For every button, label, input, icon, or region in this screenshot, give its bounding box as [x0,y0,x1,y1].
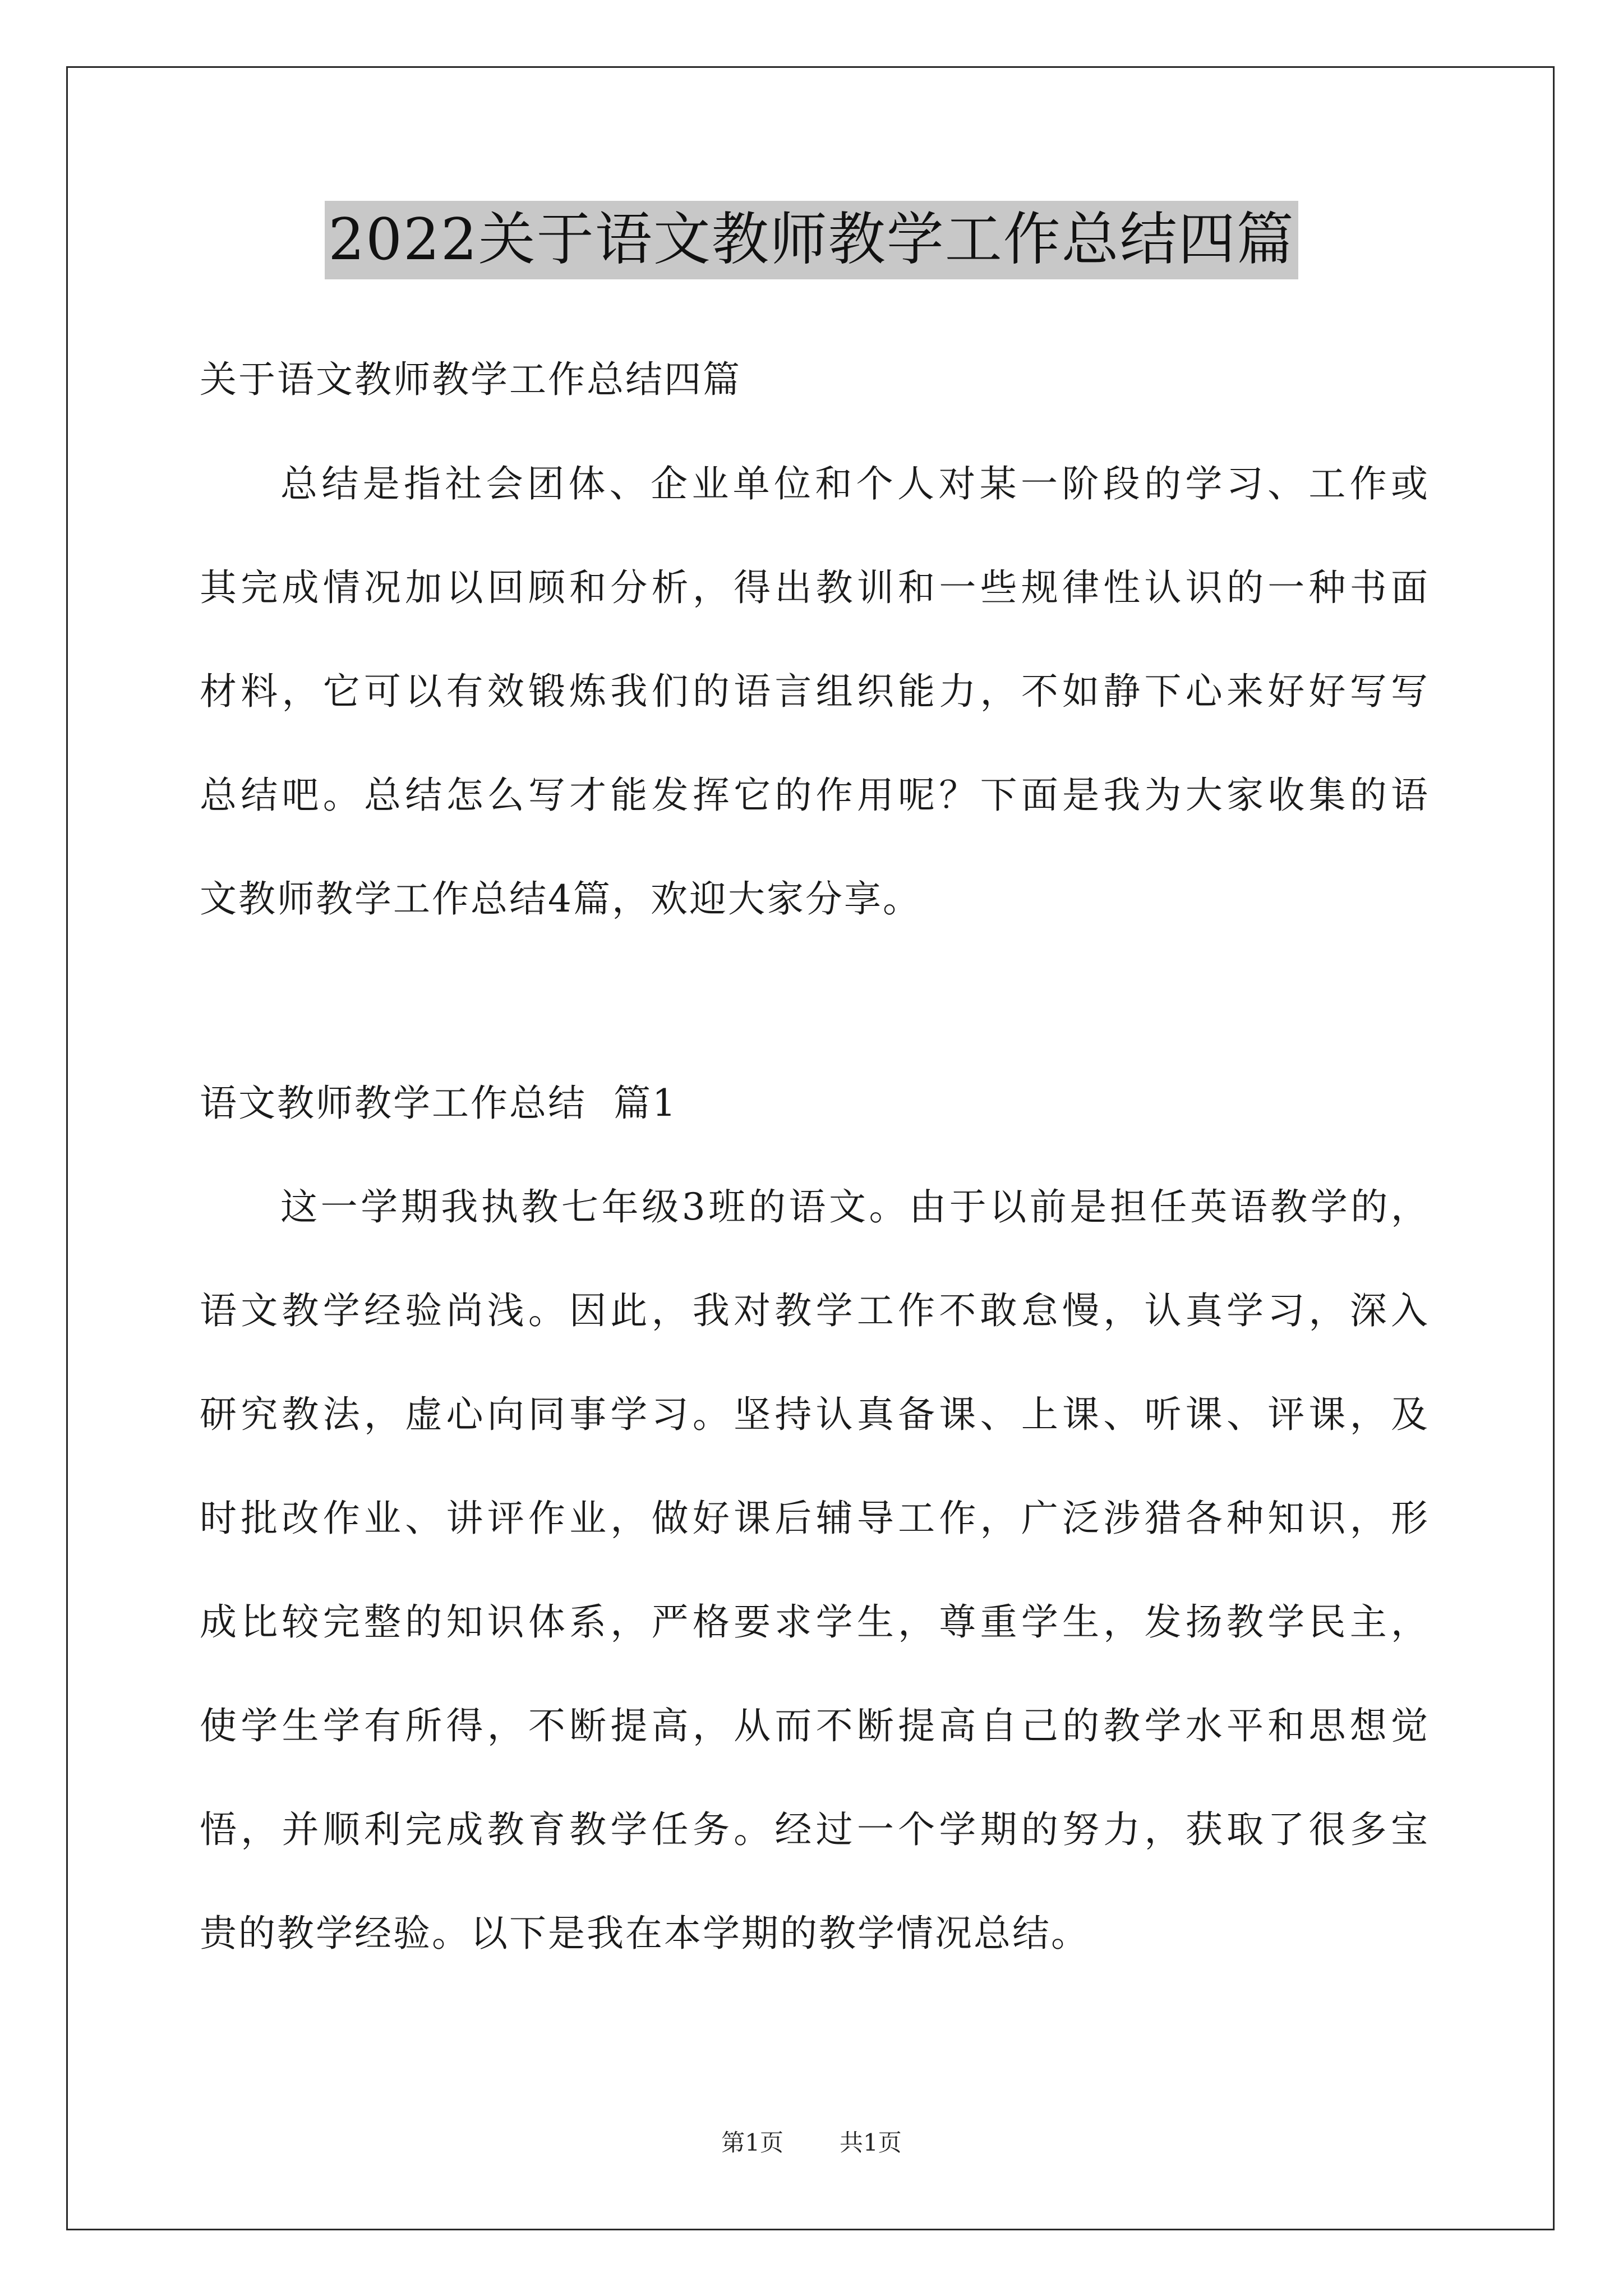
body-line-7: 悟，并顺利完成教育教学任务。经过一个学期的努力，获取了很多宝 [200,1808,1428,1851]
intro-line-5: 文教师教学工作总结4篇，欢迎大家分享。 [200,877,921,921]
body-line-3: 研究教法，虚心向同事学习。坚持认真备课、上课、听课、评课，及 [200,1393,1428,1436]
section-heading: 语文教师教学工作总结 篇1 [200,1082,677,1125]
body-line-2: 语文教学经验尚浅。因此，我对教学工作不敢怠慢，认真学习，深入 [200,1289,1428,1332]
document-title: 2022关于语文教师教学工作总结四篇 [325,201,1298,279]
intro-line-3: 材料，它可以有效锻炼我们的语言组织能力，不如静下心来好好写写 [200,670,1428,713]
body-line-6: 使学生学有所得，不断提高，从而不断提高自己的教学水平和思想觉 [200,1704,1428,1747]
body-line-1: 这一学期我执教七年级3班的语文。由于以前是担任英语教学的， [280,1185,1428,1228]
intro-line-1: 总结是指社会团体、企业单位和个人对某一阶段的学习、工作或 [280,462,1428,505]
body-line-8: 贵的教学经验。以下是我在本学期的教学情况总结。 [200,1912,1090,1955]
page-footer: 第1页 共1页 [721,2129,902,2156]
body-line-5: 成比较完整的知识体系，严格要求学生，尊重学生，发扬教学民主， [200,1600,1428,1644]
intro-line-2: 其完成情况加以回顾和分析，得出教训和一些规律性认识的一种书面 [200,566,1428,609]
title-container [0,201,1623,279]
intro-line-4: 总结吧。总结怎么写才能发挥它的作用呢？下面是我为大家收集的语 [200,774,1428,817]
body-line-4: 时批改作业、讲评作业，做好课后辅导工作，广泛涉猎各种知识，形 [200,1497,1428,1540]
subtitle: 关于语文教师教学工作总结四篇 [200,358,741,401]
